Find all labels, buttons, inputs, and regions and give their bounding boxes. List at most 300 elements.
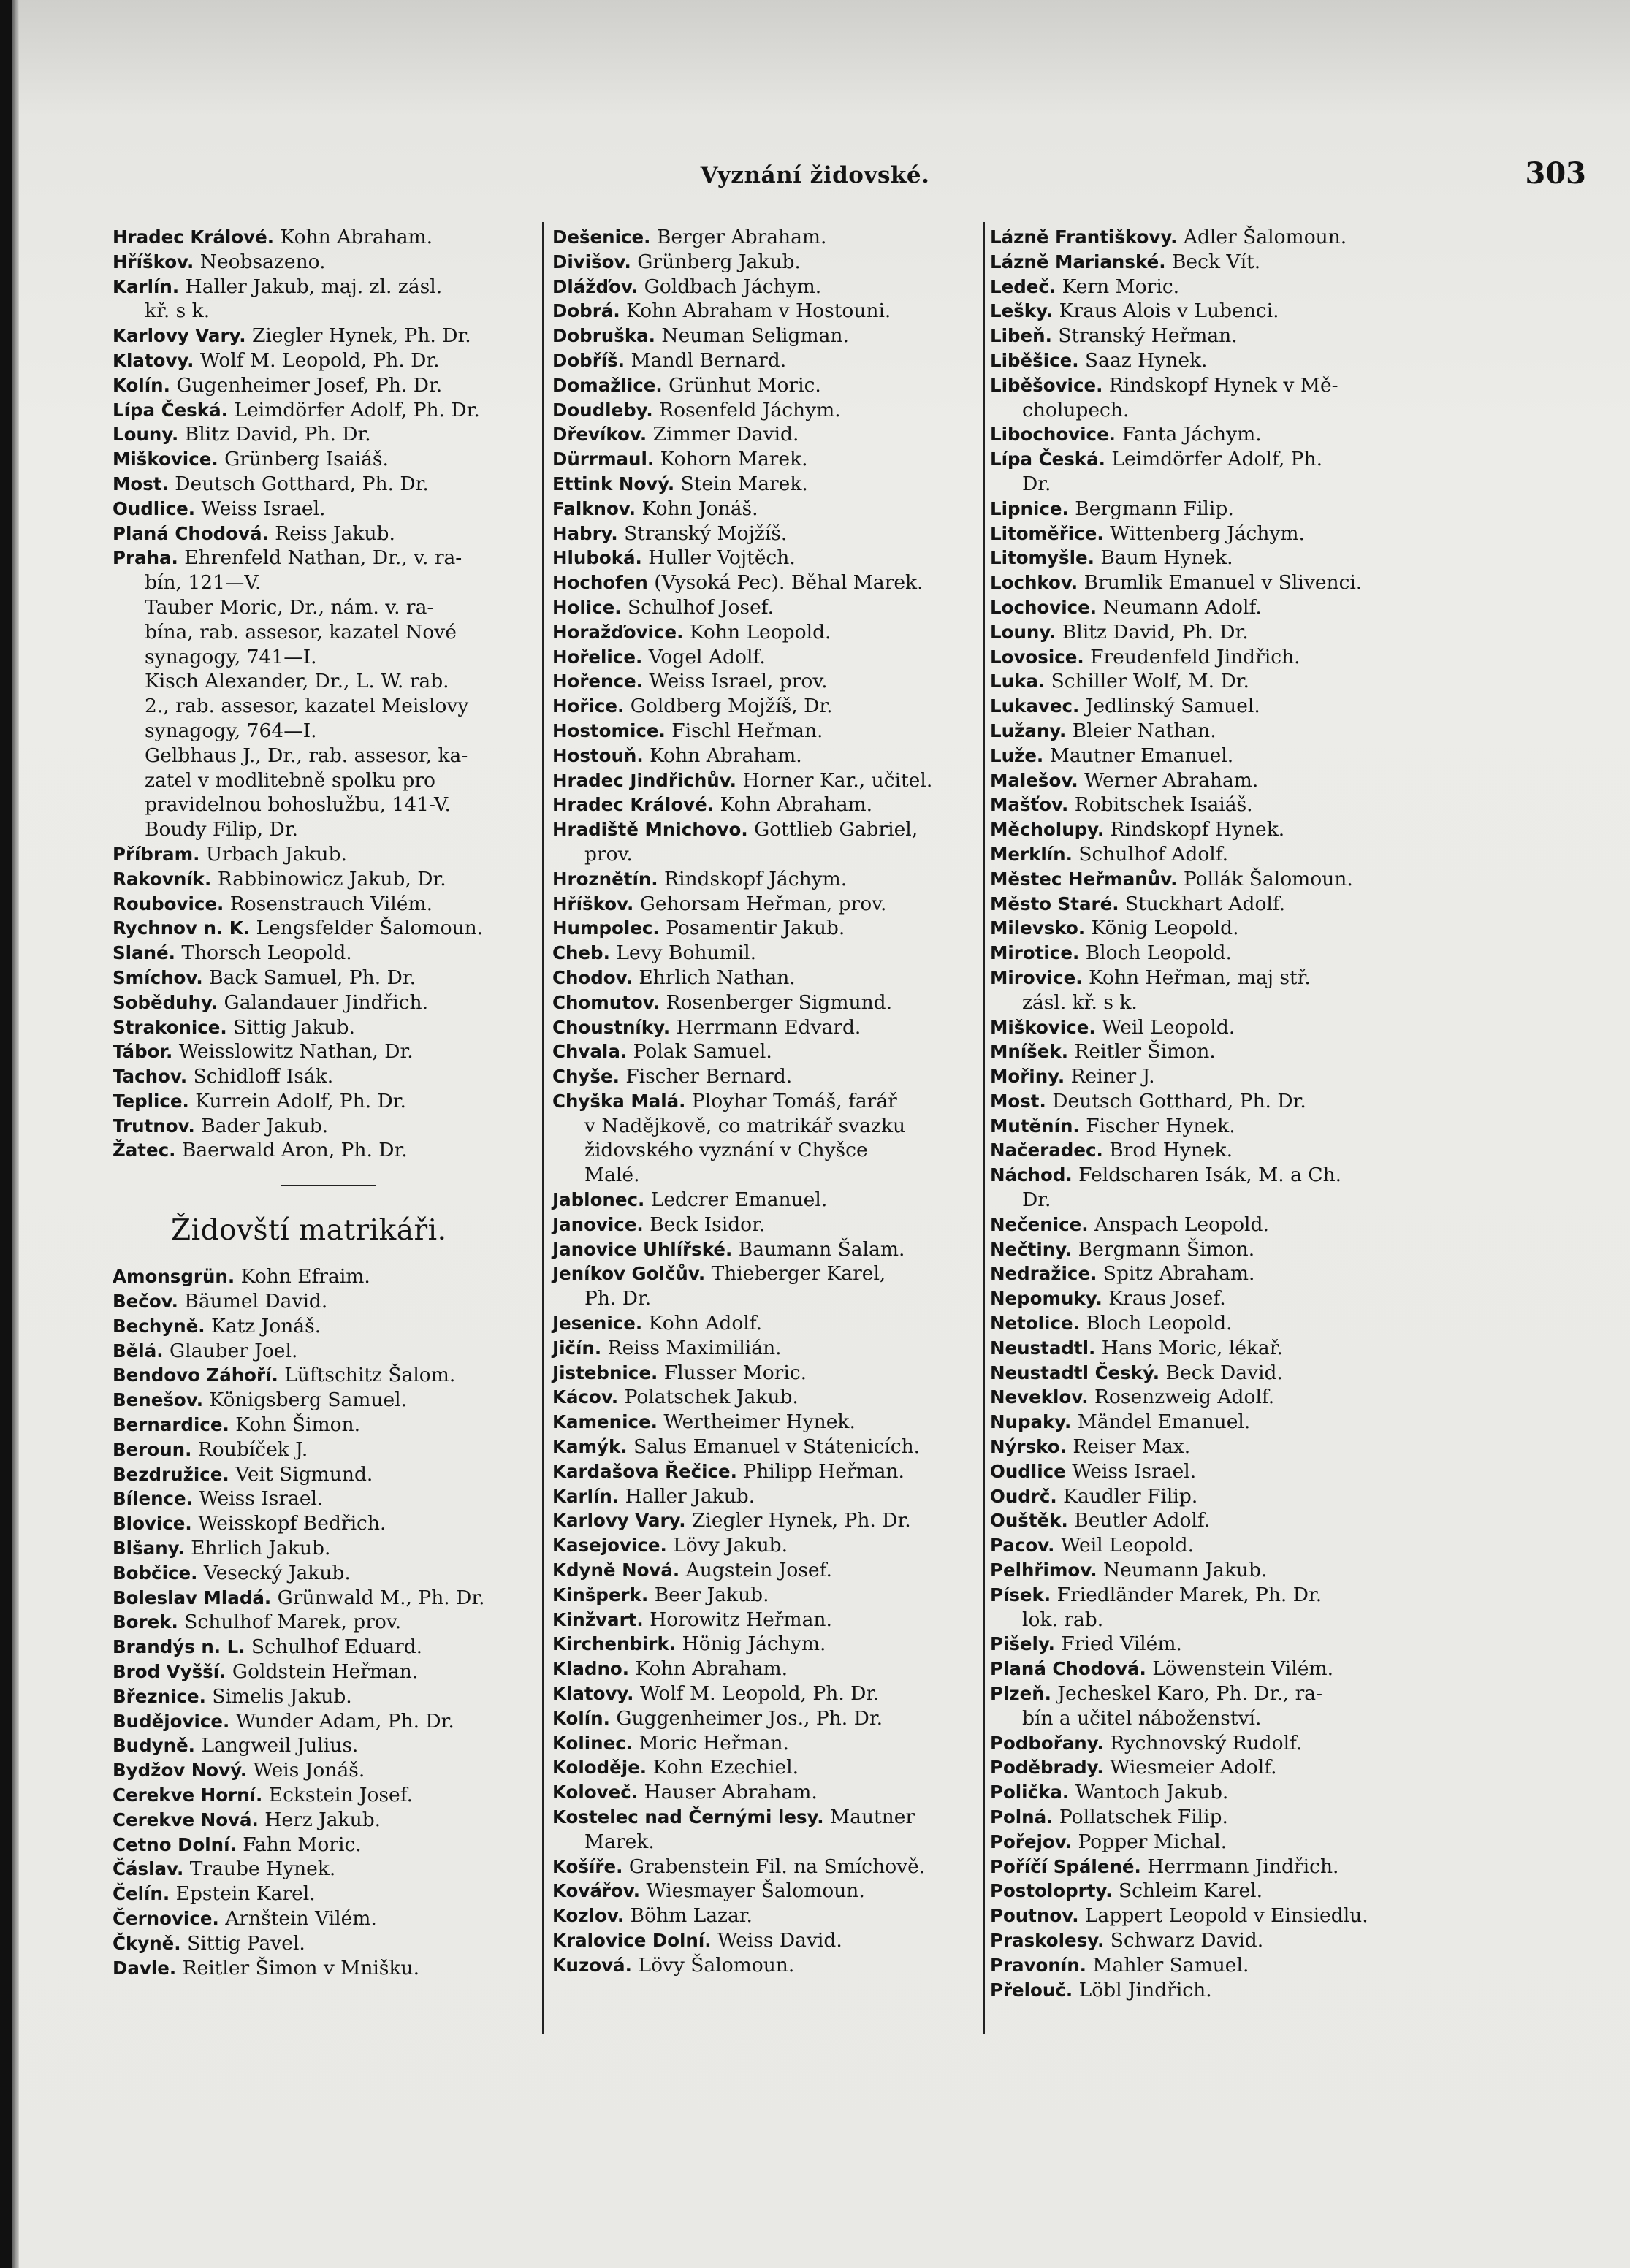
place-name: Chvala.: [552, 1041, 628, 1063]
person-name: bína, rab. assesor, kazatel Nové: [145, 620, 457, 644]
list-entry: [552, 595, 983, 620]
list-entry: [552, 990, 983, 1015]
person-name: Mändel Emanuel.: [1077, 1410, 1251, 1434]
list-entry: [113, 250, 536, 275]
place-name: Nepomuky.: [990, 1288, 1102, 1310]
place-name: Dobrá.: [552, 300, 620, 322]
person-name: Kurrein Adolf, Ph. Dr.: [195, 1089, 406, 1112]
place-name: Luka.: [990, 671, 1046, 692]
person-name: Jecheskel Karo, Ph. Dr., ra-: [1057, 1682, 1323, 1706]
list-entry: [990, 1484, 1428, 1509]
person-name: Jedlinský Samuel.: [1085, 695, 1260, 718]
list-entry: [990, 522, 1428, 546]
person-name: Herrmann Edvard.: [676, 1015, 861, 1039]
list-entry: [113, 1709, 536, 1734]
list-entry: [113, 522, 536, 546]
list-entry: [552, 1681, 983, 1706]
person-name: Weiss Israel.: [201, 497, 326, 520]
place-name: Janovice Uhlířské.: [552, 1238, 733, 1260]
person-name: Weiss Israel, prov.: [649, 670, 828, 693]
list-entry: [552, 892, 983, 917]
list-entry: [552, 1261, 983, 1286]
list-entry: [990, 1410, 1428, 1435]
person-name: zatel v modlitebně spolku pro: [145, 768, 435, 792]
person-name: prov.: [584, 842, 633, 866]
section-divider: [281, 1185, 376, 1186]
place-name: Nedražice.: [990, 1263, 1097, 1285]
person-name: Bloch Leopold.: [1085, 942, 1232, 965]
place-name: Postoloprty.: [990, 1880, 1113, 1902]
person-name: Kohn Jonáš.: [641, 497, 758, 520]
list-entry: [113, 1610, 536, 1635]
list-entry: [113, 1808, 536, 1833]
place-name: Cheb.: [552, 942, 610, 964]
list-entry: [113, 1138, 536, 1163]
person-name: Bergmann Šimon.: [1078, 1237, 1255, 1261]
list-entry: [113, 373, 536, 398]
list-entry: [990, 1015, 1428, 1040]
person-name: Grünwald M., Ph. Dr.: [277, 1586, 485, 1609]
place-name: Bečov.: [113, 1291, 178, 1313]
list-entry: [552, 1484, 983, 1509]
person-name: Wittenberg Jáchym.: [1110, 522, 1305, 545]
place-name: Kozlov.: [552, 1905, 625, 1927]
list-entry: [552, 867, 983, 892]
place-name: Janovice.: [552, 1213, 644, 1235]
entry-continuation: [113, 620, 536, 645]
place-name: Milevsko.: [990, 917, 1086, 939]
list-entry: [990, 744, 1428, 768]
place-name: Kolinec.: [552, 1732, 633, 1754]
person-name: Simelis Jakub.: [212, 1684, 352, 1708]
list-entry: [990, 299, 1428, 324]
place-name: Mutěnín.: [990, 1115, 1080, 1137]
list-entry: [990, 1114, 1428, 1139]
person-name: bín a učitel náboženství.: [1022, 1706, 1262, 1730]
list-entry: [113, 1039, 536, 1064]
person-name: Rosenzweig Adolf.: [1094, 1386, 1275, 1409]
list-entry: [990, 1508, 1428, 1533]
person-name: Saaz Hynek.: [1085, 348, 1208, 372]
list-entry: [990, 817, 1428, 842]
place-name: Louny.: [990, 621, 1056, 643]
person-name: Leimdörfer Adolf, Ph.: [1111, 448, 1322, 471]
list-entry: [552, 1508, 983, 1533]
person-name: Königsberg Samuel.: [209, 1389, 408, 1412]
place-name: Merklín.: [990, 843, 1073, 865]
person-name: Löwenstein Vilém.: [1152, 1657, 1334, 1681]
person-name: Wunder Adam, Ph. Dr.: [235, 1709, 454, 1733]
place-name: Načeradec.: [990, 1139, 1103, 1161]
list-entry: [552, 1855, 983, 1879]
person-name: Hans Moric, lékař.: [1101, 1336, 1283, 1359]
place-name: Chyše.: [552, 1066, 620, 1088]
place-name: Litoměřice.: [990, 522, 1104, 544]
place-name: Tachov.: [113, 1066, 188, 1088]
person-name: Galandauer Jindřich.: [224, 990, 429, 1014]
list-entry: [113, 497, 536, 522]
entry-continuation: [990, 1706, 1428, 1731]
person-name: Stein Marek.: [680, 472, 808, 495]
place-name: Hořice.: [552, 695, 625, 717]
place-name: Kamenice.: [552, 1411, 658, 1433]
place-name: Trutnov.: [113, 1115, 195, 1137]
place-name: Luže.: [990, 744, 1044, 766]
list-entry: [552, 225, 983, 250]
person-name: Kraus Alois v Lubenci.: [1059, 299, 1279, 323]
list-entry: [990, 1064, 1428, 1089]
list-entry: [113, 1635, 536, 1660]
person-name: Beck David.: [1165, 1361, 1283, 1384]
place-name: Habry.: [552, 522, 618, 544]
place-name: Polná.: [990, 1806, 1054, 1828]
list-entry: [990, 570, 1428, 595]
person-name: Polatschek Jakub.: [624, 1386, 799, 1409]
list-entry: [552, 422, 983, 447]
entry-continuation: [113, 768, 536, 793]
place-name: Rychnov n. K.: [113, 917, 251, 939]
column-divider: [542, 222, 544, 2034]
person-name: Ledcrer Emanuel.: [650, 1188, 828, 1212]
list-entry: [552, 1213, 983, 1237]
list-entry: [552, 497, 983, 522]
list-entry: [990, 546, 1428, 570]
person-name: Weis Jonáš.: [253, 1759, 365, 1782]
place-name: Čáslav.: [113, 1858, 184, 1880]
place-name: Hroznětín.: [552, 868, 658, 890]
person-name: Blitz David, Ph. Dr.: [1062, 620, 1249, 644]
person-name: Tauber Moric, Dr., nám. v. ra-: [145, 595, 434, 619]
list-entry: [552, 669, 983, 694]
place-name: Choustníky.: [552, 1016, 671, 1038]
person-name: Schulhof Josef.: [628, 595, 774, 619]
person-name: Weisslowitz Nathan, Dr.: [178, 1040, 414, 1064]
place-name: Písek.: [990, 1584, 1051, 1605]
list-entry: [552, 1237, 983, 1262]
list-entry: [113, 1486, 536, 1511]
place-name: Karlín.: [552, 1485, 620, 1507]
list-entry: [113, 1339, 536, 1364]
person-name: Ehrlich Jakub.: [191, 1537, 331, 1560]
place-name: Hradec Králové.: [552, 794, 715, 816]
list-entry: [990, 1780, 1428, 1805]
list-entry: [990, 1138, 1428, 1163]
list-entry: [990, 1978, 1428, 2003]
list-entry: [552, 1361, 983, 1386]
person-name: Bleier Nathan.: [1072, 719, 1216, 742]
person-name: Guggenheimer Jos., Ph. Dr.: [616, 1706, 883, 1730]
place-name: Dešenice.: [552, 226, 651, 248]
list-entry: [990, 1805, 1428, 1830]
person-name: Robitschek Isaiáš.: [1074, 793, 1253, 817]
person-name: Reitler Šimon.: [1074, 1040, 1216, 1064]
list-entry: [990, 1039, 1428, 1064]
list-entry: [552, 1459, 983, 1484]
list-entry: [990, 669, 1428, 694]
person-name: Rindskopf Hynek.: [1110, 818, 1285, 841]
person-name: Weil Leopold.: [1060, 1534, 1195, 1557]
place-name: Hříškov.: [113, 251, 194, 272]
entry-continuation: [113, 793, 536, 817]
list-entry: [990, 595, 1428, 620]
place-name: Louny.: [113, 424, 179, 446]
person-name: Beer Jakub.: [654, 1583, 769, 1606]
person-name: Grabenstein Fil. na Smíchově.: [628, 1855, 926, 1878]
place-name: Libochovice.: [990, 424, 1116, 446]
place-name: Pišely.: [990, 1633, 1055, 1655]
place-name: Kinšperk.: [552, 1584, 649, 1605]
person-name: Kohn Ezechiel.: [652, 1756, 799, 1779]
person-name: lok. rab.: [1022, 1608, 1104, 1631]
place-name: Poříčí Spálené.: [990, 1855, 1141, 1877]
person-name: Hönig Jáchym.: [682, 1633, 826, 1656]
list-entry: [990, 1286, 1428, 1311]
place-name: Lešky.: [990, 300, 1054, 322]
list-entry: [113, 472, 536, 497]
list-entry: [552, 1039, 983, 1064]
person-name: Grünberg Jakub.: [637, 250, 801, 273]
list-entry: [990, 250, 1428, 275]
person-name: Bader Jakub.: [201, 1114, 329, 1137]
place-name: Bezdružice.: [113, 1463, 229, 1485]
person-name: Beck Vít.: [1171, 250, 1261, 273]
place-name: Neustadtl Český.: [990, 1362, 1160, 1383]
place-name: Lukavec.: [990, 695, 1080, 717]
place-name: Holice.: [552, 596, 622, 618]
person-name: Beck Isidor.: [650, 1213, 766, 1236]
list-entry: [990, 892, 1428, 917]
entry-continuation: [113, 595, 536, 620]
list-entry: [990, 1163, 1428, 1188]
place-name: Mořiny.: [990, 1066, 1065, 1088]
list-entry: [990, 1558, 1428, 1583]
list-entry: [552, 1336, 983, 1361]
list-entry: [990, 1928, 1428, 1953]
place-name: Cerekve Nová.: [113, 1809, 259, 1830]
place-name: Budyně.: [113, 1735, 195, 1757]
place-name: Jesenice.: [552, 1313, 643, 1335]
person-name: Bloch Leopold.: [1086, 1312, 1233, 1335]
person-name: Dr.: [1022, 1188, 1051, 1212]
entry-continuation: [552, 842, 983, 867]
page-binding-shadow: [12, 0, 19, 2268]
person-name: Mandl Bernard.: [631, 348, 787, 372]
list-entry: [552, 1780, 983, 1805]
list-entry: [990, 447, 1428, 472]
place-name: Chyška Malá.: [552, 1090, 686, 1112]
person-name: Stranský Mojžíš.: [624, 522, 788, 545]
person-name: Fischer Hynek.: [1086, 1114, 1235, 1137]
list-entry: [990, 694, 1428, 719]
list-entry: [990, 1755, 1428, 1780]
place-name: Oudlice.: [113, 497, 196, 519]
list-entry: [552, 744, 983, 768]
list-entry: [113, 1956, 536, 1981]
place-name: Dlážďov.: [552, 275, 639, 297]
place-name: Město Staré.: [990, 893, 1119, 915]
person-name: Malé.: [584, 1164, 640, 1187]
place-name: Dobruška.: [552, 325, 655, 347]
list-entry: [552, 522, 983, 546]
entry-continuation: [552, 1114, 983, 1139]
person-name: v Nadějkově, co matrikář svazku: [584, 1114, 906, 1137]
place-name: Jistebnice.: [552, 1362, 658, 1383]
place-name: Bílence.: [113, 1488, 193, 1510]
place-name: Hradiště Mnichovo.: [552, 819, 748, 841]
list-entry: [113, 1437, 536, 1462]
person-name: Ziegler Hynek, Ph. Dr.: [252, 324, 471, 348]
person-name: Schleim Karel.: [1118, 1879, 1263, 1903]
list-entry: [990, 941, 1428, 966]
person-name: (Vysoká Pec). Běhal Marek.: [654, 571, 923, 595]
person-name: Lüftschitz Šalom.: [284, 1364, 456, 1387]
list-entry: [113, 1363, 536, 1388]
list-entry: [552, 1583, 983, 1608]
place-name: Roubovice.: [113, 893, 224, 915]
list-entry: [990, 1879, 1428, 1904]
person-name: Stranský Heřman.: [1058, 324, 1238, 348]
list-entry: [113, 1882, 536, 1906]
person-name: Kohn Efraim.: [240, 1265, 370, 1288]
person-name: Berger Abraham.: [656, 226, 827, 248]
list-entry: [113, 966, 536, 990]
list-entry: [990, 1855, 1428, 1879]
place-name: Plzeň.: [990, 1683, 1051, 1705]
person-name: zásl. kř. s k.: [1022, 990, 1138, 1014]
list-entry: [113, 1586, 536, 1611]
place-name: Davle.: [113, 1957, 177, 1979]
place-name: Slané.: [113, 942, 175, 964]
place-name: Humpolec.: [552, 917, 660, 939]
place-name: Netolice.: [990, 1313, 1080, 1335]
person-name: Spitz Abraham.: [1102, 1262, 1255, 1286]
place-name: Kovářov.: [552, 1880, 641, 1902]
place-name: Čkyně.: [113, 1932, 181, 1954]
person-name: Kohn Abraham.: [635, 1657, 788, 1681]
list-entry: [552, 373, 983, 398]
place-name: Lužany.: [990, 719, 1067, 741]
place-name: Chodov.: [552, 966, 633, 988]
entry-continuation: [113, 744, 536, 768]
place-name: Budějovice.: [113, 1710, 230, 1732]
place-name: Kolín.: [552, 1707, 610, 1729]
list-entry: [113, 892, 536, 917]
person-name: Werner Abraham.: [1084, 768, 1259, 792]
list-entry: [990, 275, 1428, 299]
person-name: Fischl Heřman.: [671, 719, 823, 742]
person-name: Kohn Abraham.: [720, 793, 873, 817]
list-entry: [990, 1681, 1428, 1706]
place-name: Pacov.: [990, 1535, 1055, 1557]
list-entry: [113, 1857, 536, 1882]
column-divider: [983, 222, 985, 2034]
list-entry: [113, 941, 536, 966]
person-name: Neumann Adolf.: [1102, 595, 1262, 619]
place-name: Mirovice.: [990, 966, 1083, 988]
person-name: Kohn Adolf.: [648, 1312, 763, 1335]
person-name: Traube Hynek.: [189, 1857, 336, 1881]
place-name: Hostomice.: [552, 719, 666, 741]
list-entry: [990, 348, 1428, 373]
person-name: Reitler Šimon v Mnišku.: [182, 1956, 420, 1979]
entry-continuation: [113, 817, 536, 842]
person-name: Arnštein Vilém.: [225, 1907, 377, 1930]
list-entry: [990, 1657, 1428, 1681]
list-entry: [990, 1385, 1428, 1410]
person-name: Thorsch Leopold.: [181, 942, 352, 965]
list-entry: [552, 1805, 983, 1830]
place-name: Malešov.: [990, 769, 1078, 791]
person-name: Mautner Emanuel.: [1049, 744, 1234, 767]
list-entry: [113, 447, 536, 472]
place-name: Teplice.: [113, 1090, 189, 1112]
entry-continuation: [552, 1286, 983, 1311]
person-name: Lengsfelder Šalomoun.: [256, 917, 484, 940]
person-name: Fried Vilém.: [1061, 1633, 1182, 1656]
place-name: Praha.: [113, 547, 178, 569]
person-name: König Leopold.: [1091, 917, 1239, 940]
place-name: Mirotice.: [990, 942, 1080, 964]
person-name: Kohn Abraham.: [280, 226, 433, 248]
place-name: Kladno.: [552, 1658, 630, 1680]
place-name: Oudrč.: [990, 1485, 1057, 1507]
person-name: Popper Michal.: [1078, 1830, 1227, 1853]
place-name: Lázně Františkovy.: [990, 226, 1178, 248]
list-entry: [990, 324, 1428, 348]
entry-continuation: [113, 694, 536, 719]
place-name: Lochkov.: [990, 572, 1078, 594]
list-entry: [113, 990, 536, 1015]
list-entry: [990, 373, 1428, 398]
place-name: Kasejovice.: [552, 1535, 667, 1557]
person-name: Grünhut Moric.: [669, 373, 821, 397]
list-entry: [552, 1089, 983, 1114]
list-entry: [552, 1706, 983, 1731]
place-name: Koloveč.: [552, 1782, 639, 1803]
place-name: Pořejov.: [990, 1830, 1072, 1852]
place-name: Poutnov.: [990, 1905, 1079, 1927]
place-name: Kácov.: [552, 1386, 619, 1408]
list-entry: [552, 275, 983, 299]
list-entry: [552, 620, 983, 645]
person-name: Hauser Abraham.: [644, 1781, 818, 1804]
list-entry: [552, 1385, 983, 1410]
place-name: Cetno Dolní.: [113, 1833, 237, 1855]
place-name: Planá Chodová.: [113, 522, 269, 544]
person-name: Ziegler Hynek, Ph. Dr.: [692, 1509, 911, 1532]
list-entry: [113, 1388, 536, 1413]
person-name: Schiller Wolf, M. Dr.: [1051, 670, 1249, 693]
person-name: cholupech.: [1022, 398, 1130, 421]
person-name: Ployhar Tomáš, farář: [691, 1089, 897, 1112]
person-name: Herrmann Jindřich.: [1147, 1855, 1339, 1878]
place-name: Divišov.: [552, 251, 631, 272]
person-name: bín, 121—V.: [145, 571, 262, 595]
person-name: Mautner: [830, 1806, 915, 1828]
entry-continuation: [113, 299, 536, 324]
place-name: Liběšovice.: [990, 374, 1103, 396]
entry-continuation: [990, 990, 1428, 1015]
person-name: Grünberg Isaiáš.: [224, 448, 389, 471]
place-name: Lípa Česká.: [990, 448, 1105, 470]
list-entry: [552, 1188, 983, 1213]
place-name: Benešov.: [113, 1389, 204, 1411]
person-name: pravidelnou bohoslužbu, 141-V.: [145, 793, 451, 817]
list-entry: [552, 694, 983, 719]
list-entry: [990, 1311, 1428, 1336]
list-entry: [552, 1755, 983, 1780]
person-name: Wantoch Jakub.: [1075, 1781, 1229, 1804]
